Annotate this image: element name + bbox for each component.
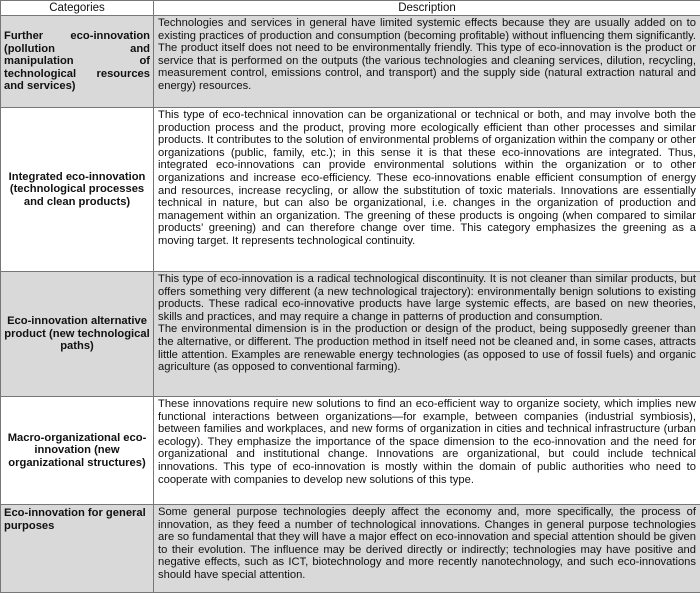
description-text: These innovations require new solutions to find an eco-efficient way to organize society, which implies new functional interactions between organizations—for example, between companies (industrial symbiosis), between families and workplaces, and new forms of organization in cities and technical infrastructure (urban ecology). They emphasize the importance of the space dimension to the eco-innovation and the need for organizational and institutional change. Innovations are organizational, but could include technical innovations. This type of eco-innovation is mostly within the domain of public authorities who need to cooperate with companies to develop new solutions of this type.	[158, 398, 696, 486]
category-label: Eco-innovation for general purposes	[4, 507, 146, 532]
description-text: Some general purpose technologies deeply affect the economy and, more specifically, the process of innovation, as they feed a number of technological innovations. Changes in general purpose technologies are so fundamental that they will have a major effect on eco-innovation and special attention should be given to their evolution. The influence may be derived directly or indirectly; technologies may have positive and negative effects, such as ICT, biotechnology and more recently nanotechnology, and such eco-innovations should have special attention.	[158, 506, 696, 581]
category-cell	[1, 16, 154, 108]
description-cell	[154, 397, 700, 505]
header-categories: Categories	[1, 1, 154, 16]
table-row	[1, 16, 700, 108]
description-cell	[154, 16, 700, 108]
table-row	[1, 272, 700, 397]
category-cell	[1, 108, 154, 272]
table-row	[1, 505, 700, 593]
header-row	[1, 1, 700, 16]
header-description: Description	[154, 1, 700, 16]
description-cell	[154, 108, 700, 272]
description-cell	[154, 272, 700, 397]
table-row	[1, 397, 700, 505]
table-row	[1, 108, 700, 272]
category-label: Eco-innovation alternative product (new technological paths)	[4, 315, 150, 353]
category-label: Macro-organizational eco-innovation (new organizational structures)	[7, 431, 147, 469]
category-label: Integrated eco-innovation (technological processes and clean products)	[8, 170, 146, 208]
description-cell	[154, 505, 700, 593]
category-cell	[1, 272, 154, 397]
description-text: This type of eco-technical innovation can be organizational or technical or both, and may involve both the production process and the product, proving more ecologically efficient than other processes and similar products. It contributes to the solution of environmental problems of organization within the company or other organizations (public, family, etc.); in this sense it is that these eco-innovations are integrated. Thus, integrated eco-innovations can provide environmental solutions within the organization or to other organizations and increase eco-efficiency. These eco-innovations enable efficient consumption of energy and resources, increase recycling, or allow the substitution of toxic materials. Innovations are essentially technical in nature, but can also be organizational, i.e. changes in the organization of production and management within an organization. The greening of these products is ongoing (when compared to similar products’ greening) and can therefore change over time. This category emphasizes the greening as a moving target. It represents technological continuity.	[158, 109, 696, 247]
description-text: This type of eco-innovation is a radical technological discontinuity. It is not cleaner than similar products, but offers something very different (a new technological trajectory): environmentally benign solutions to existing products. These radical eco-innovative products have large systemic effects, are based on new theories, skills and practices, and may require a change in patterns of production and consumption.	[158, 273, 696, 323]
category-cell	[1, 397, 154, 505]
description-text: Technologies and services in general have limited systemic effects because they are usually added on to existing practices of production and consumption (becoming profitable) without influencing them significantly. The product itself does not need to be environmentally friendly. This type of eco-innovation is the product or service that is performed on the outputs (the various technologies and cleaning services, dilution, recycling, measurement control, emissions control, and transport) and the supply side (natural extraction natural and energy) resources.	[158, 17, 696, 92]
category-label: Further eco-innovation (pollution and manipulation of technological resources and services)	[4, 30, 150, 93]
description-text: The environmental dimension is in the production or design of the product, being supposedly greener than the alternative, or different. The production method in itself need not be cleaned and, in some cases, attracts little attention. Examples are renewable energy technologies (as opposed to use of fossil fuels) and organic agriculture (as opposed to conventional farming).	[158, 323, 696, 374]
category-cell	[1, 505, 154, 593]
